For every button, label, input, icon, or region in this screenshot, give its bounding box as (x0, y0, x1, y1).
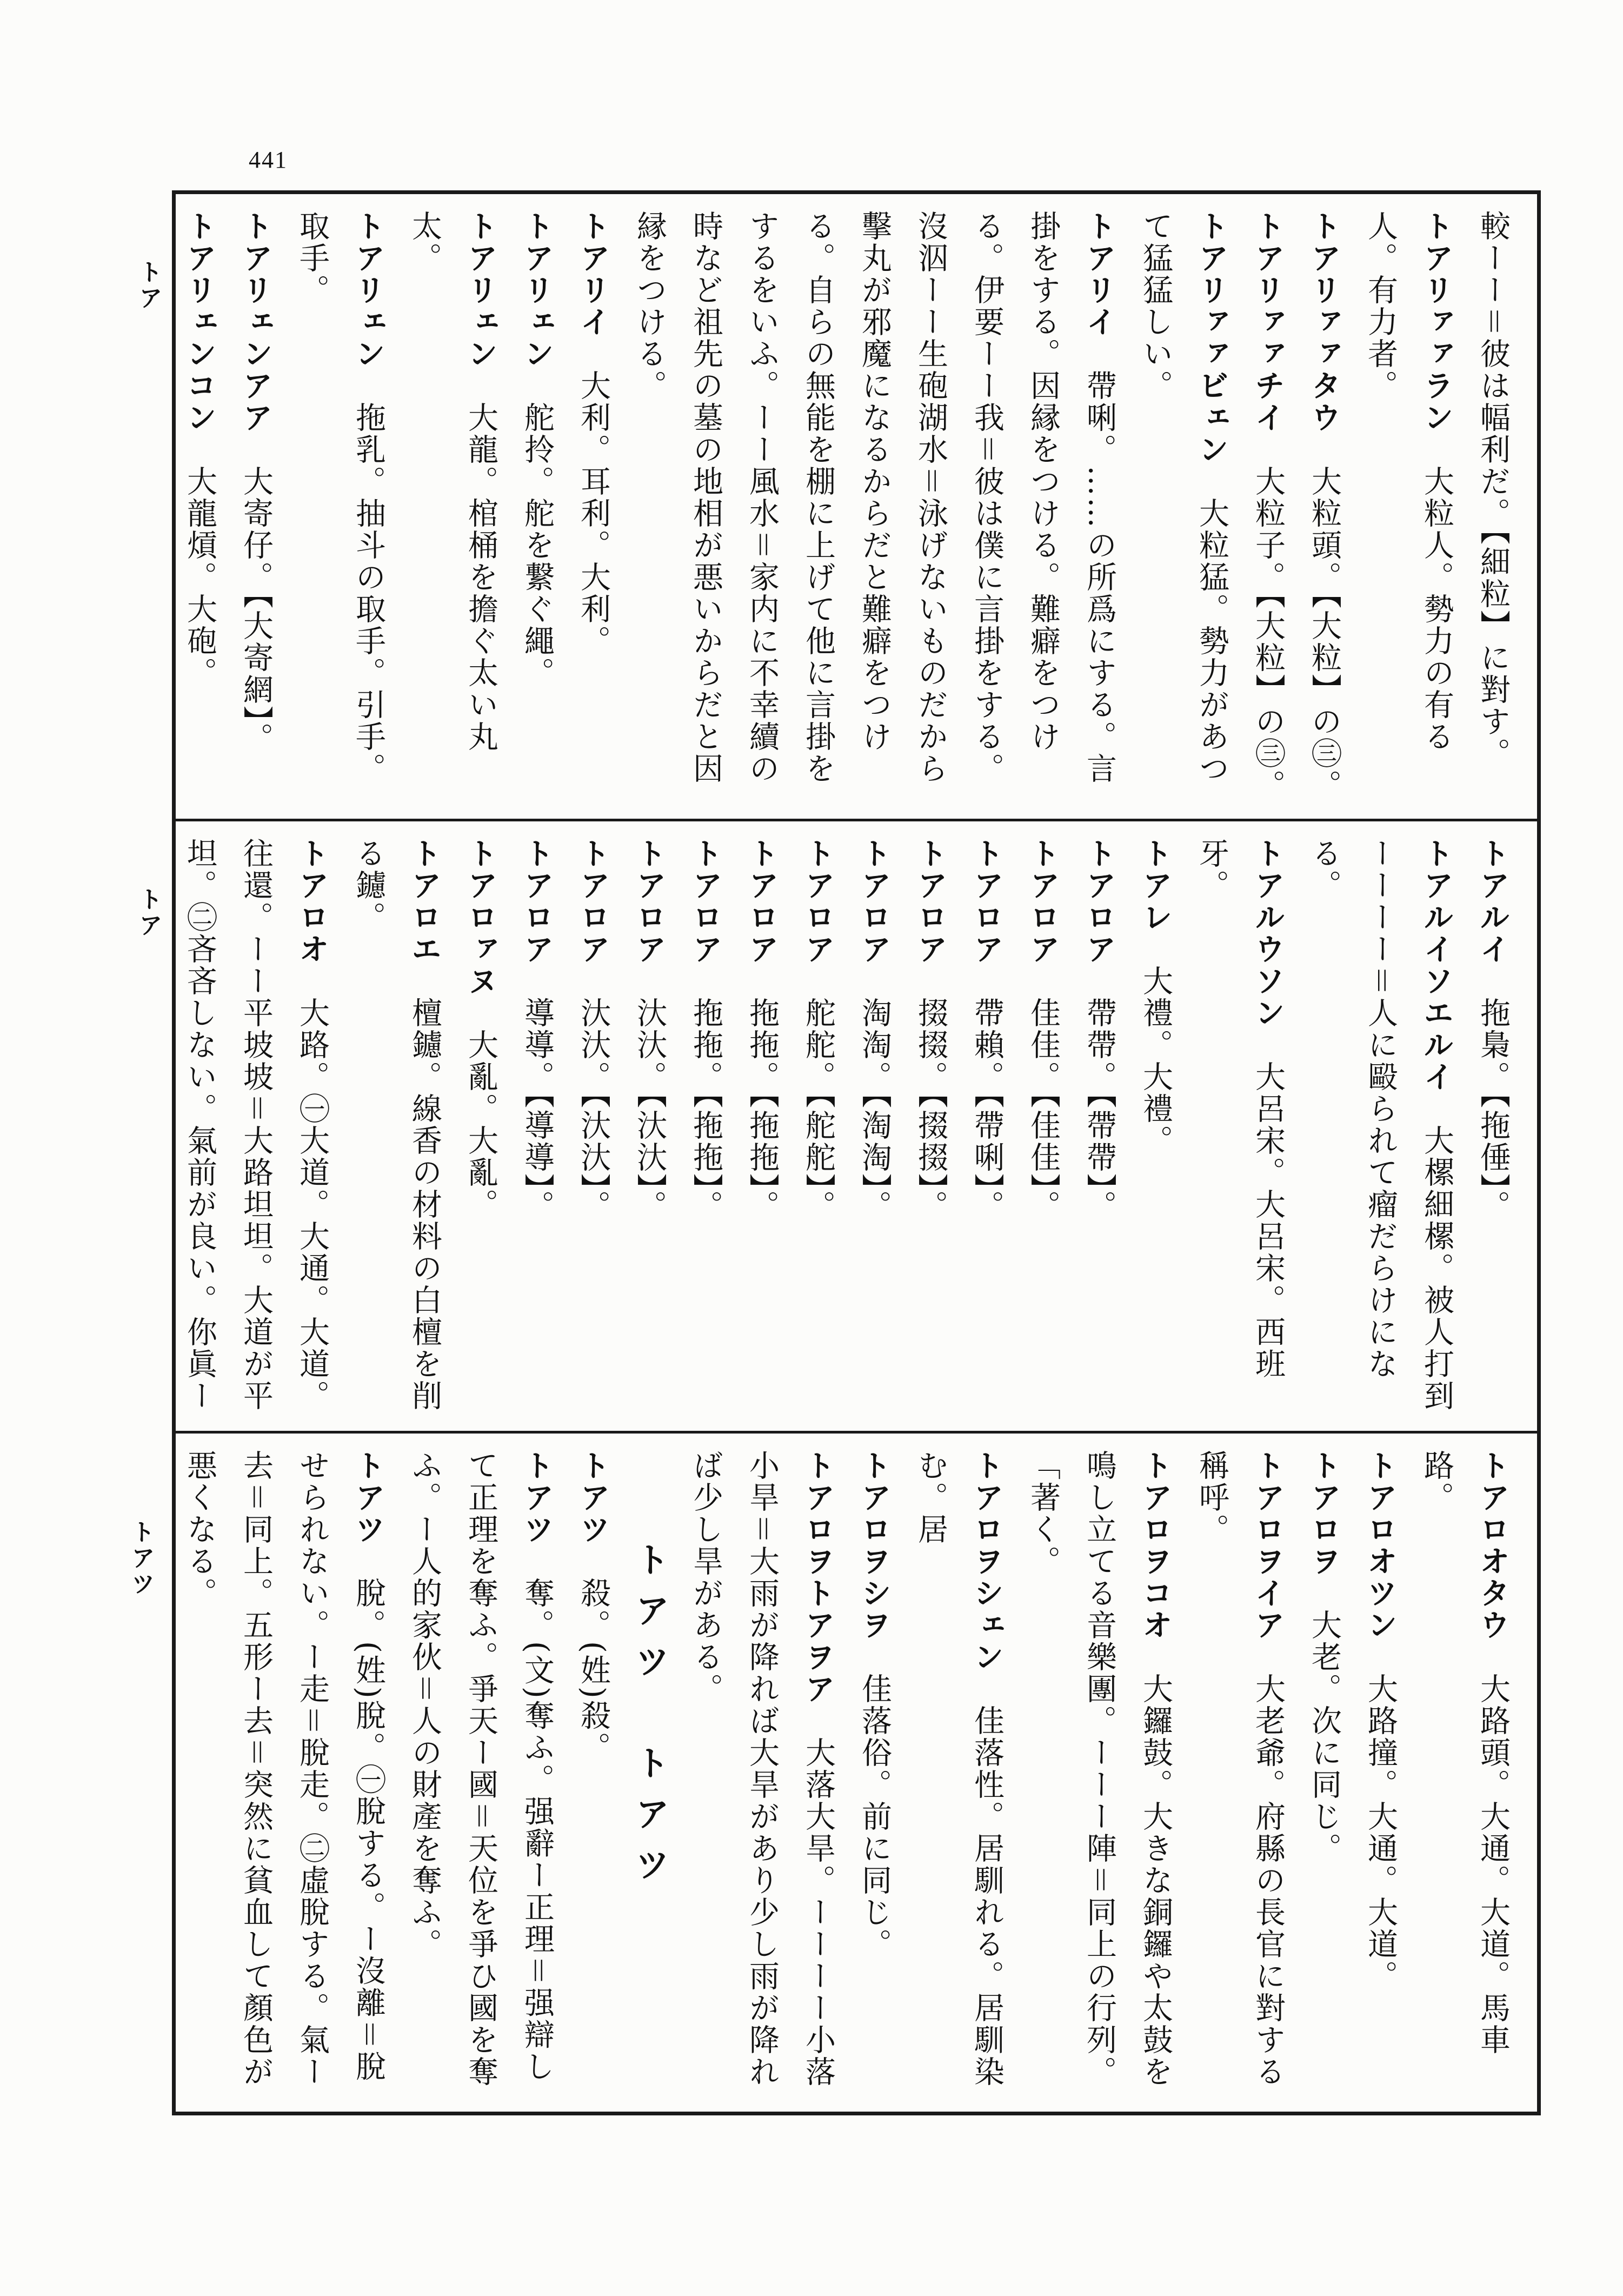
entry-headword: トアロヲシヲ (856, 1450, 892, 1641)
entry-definition: 掇掇。【掇掇】。 (913, 997, 948, 1222)
entry-definition: 大粒頭。【大粒】の㊂。 (1307, 466, 1342, 801)
dictionary-entry (396, 1450, 565, 2101)
entry-headword: トアリァァチイ (1250, 210, 1286, 434)
dictionary-entry (1465, 210, 1521, 808)
entry-definition: 大路。㊀大道。大通。大道。往還。ーー平坡坡＝大路坦坦。大道が平坦。㊁吝吝しない。氣前が良い。你眞ー (182, 838, 330, 1412)
entry-definition: 大樏細樏。被人打到ーーーー＝人に毆られて瘤だらけになる。 (1307, 838, 1454, 1412)
dictionary-entry (565, 838, 621, 1420)
dictionary-entry (846, 838, 902, 1420)
entry-headword: トアリァァラン (1419, 210, 1454, 434)
entry-headword: トアロエ (407, 838, 442, 965)
entry-headword: トアリァァビェン (1194, 210, 1229, 466)
entry-headword: トアリェンコン (182, 210, 217, 434)
dictionary-entry (340, 838, 453, 1420)
entry-column-list (182, 838, 1521, 1420)
entry-headword: トアロア (1025, 838, 1061, 965)
entry-headword: トアリイ (1081, 210, 1117, 338)
entry-definition: 淘淘。【淘淘】。 (857, 997, 892, 1222)
entry-definition: 導導。【導導】。 (520, 997, 555, 1222)
entry-headword: トアロア (575, 838, 611, 965)
entry-headword: トアレ (1138, 838, 1173, 933)
entry-headword: トアルウソン (1250, 838, 1286, 1029)
entry-definition: 帶帶。【帶帶】。 (1082, 997, 1117, 1222)
entry-definition: 大鑼鼓。大きな銅鑼や太鼓を鳴し立てる音樂團。ーーー陣＝同上の行列。「著く。 (1026, 1450, 1173, 2088)
entry-headword: トアロヲシェン (969, 1450, 1005, 1673)
entry-definition: 汏汏。【汏汏】。 (576, 997, 611, 1222)
entry-definition: 大粒子。【大粒】の㊂。 (1250, 466, 1286, 801)
dictionary-entry (509, 838, 565, 1420)
dictionary-entry (1408, 1450, 1521, 2101)
section-tag: トア (135, 887, 162, 939)
entry-definition: 大呂宋。大呂宋。西班牙。 (1194, 838, 1286, 1380)
entry-definition: 大禮。大禮。 (1138, 965, 1173, 1157)
entry-headword: トアリェン (463, 210, 498, 370)
entry-definition: 大寄仔。【大寄網】。 (238, 466, 274, 754)
entry-definition: 拖梟。【拖倕】。 (1475, 997, 1511, 1222)
dictionary-entry (509, 210, 565, 808)
dictionary-entry (1183, 838, 1296, 1420)
dictionary-entry (1352, 210, 1465, 808)
dictionary-entry (1352, 1450, 1408, 2101)
dictionary-entry (902, 838, 959, 1420)
entry-headword: トアロヲイア (1250, 1450, 1286, 1641)
dictionary-entry (284, 210, 396, 808)
dictionary-entry (1127, 838, 1183, 1420)
entry-headword: トアツ (350, 1450, 386, 1545)
entry-definition: 舵拎。舵を繋ぐ繩。 (520, 402, 555, 689)
dictionary-entry (1296, 1450, 1352, 2101)
entry-headword: トアルイ (1475, 838, 1511, 965)
entry-column-list (182, 1450, 1521, 2101)
entry-headword: トアロヲコオ (1138, 1450, 1173, 1641)
dictionary-entry (565, 210, 621, 808)
entry-headword: トアロア (688, 838, 723, 965)
dictionary-entry (396, 210, 509, 808)
dictionary-entry (176, 210, 228, 808)
dictionary-section-middle (176, 821, 1537, 1434)
dictionary-entry (1015, 1450, 1183, 2101)
dictionary-section-bottom (176, 1434, 1537, 2112)
dictionary-entry (959, 838, 1015, 1420)
entry-definition: 帶賴。【帶唎】。 (969, 997, 1005, 1222)
entry-headword: トアロヲトアヲア (800, 1450, 836, 1705)
entry-definition: 大落大旱。ーーーー小落小旱＝大雨が降れば大旱があり少し雨が降れば少し旱がある。 (688, 1450, 836, 2088)
entry-definition: 舵舵。【舵舵】。 (801, 997, 836, 1222)
entry-definition: 佳佳。【佳佳】。 (1026, 997, 1061, 1222)
section-tag: トア (135, 260, 162, 311)
entry-headword: トアロア (856, 838, 892, 965)
entry-definition: 較ーー＝彼は幅利だ。【細粒】に對す。 (1475, 210, 1511, 769)
entry-headword: トアロオタウ (1475, 1450, 1511, 1641)
dictionary-entry (453, 838, 509, 1420)
entry-headword: トアロア (969, 838, 1005, 965)
entry-headword: トアロオツン (1362, 1450, 1398, 1641)
entry-headword: トアロヲ (1306, 1450, 1342, 1577)
entry-definition: 大路撞。大通。大道。 (1363, 1673, 1398, 1992)
dictionary-entry (1240, 210, 1296, 808)
dictionary-entry (565, 1450, 621, 2101)
dictionary-section-top (176, 194, 1537, 821)
entry-headword: トアロァヌ (463, 838, 498, 997)
entry-definition: 汏汏。【汏汏】。 (632, 997, 667, 1222)
dictionary-entry (1015, 838, 1071, 1420)
dictionary-page-frame (172, 190, 1541, 2115)
entry-headword: トアリェンアア (238, 210, 274, 434)
entry-headword: トアリェン (519, 210, 555, 370)
entry-definition: 殺。(姓)殺。 (576, 1577, 611, 1764)
dictionary-entry (621, 838, 677, 1420)
entry-headword: トアリァァタウ (1306, 210, 1342, 434)
section-heading-text: トアツ トアツ (629, 1542, 670, 1897)
entry-definition: 佳落俗。前に同じ。 (857, 1673, 892, 1960)
dictionary-entry (902, 1450, 1015, 2101)
entry-headword: トアツ (575, 1450, 611, 1545)
dictionary-entry (228, 210, 284, 808)
dictionary-entry (176, 1450, 396, 2101)
entry-headword: トアロア (631, 838, 667, 965)
page-number: 441 (249, 147, 288, 173)
entry-definition: 拖拖。【拖拖】。 (688, 997, 723, 1222)
entry-headword: トアツ (519, 1450, 555, 1545)
entry-definition: 大亂。大亂。 (463, 1029, 498, 1220)
entry-definition: 大龍。棺桶を擔ぐ太い丸太。 (407, 210, 498, 753)
dictionary-entry (1071, 838, 1127, 1420)
dictionary-entry (1296, 838, 1465, 1420)
entry-definition: 大老。次に同じ。 (1307, 1609, 1342, 1864)
entry-definition: 大利。耳利。大利。 (576, 370, 611, 657)
entry-definition: 拖拖。【拖拖】。 (744, 997, 780, 1222)
dictionary-entry (176, 838, 340, 1420)
entry-headword: トアリイ (575, 210, 611, 338)
entry-definition: 帶唎。……の所爲にする。言掛をする。因縁をつける。難癖をつける。伊要ーー我＝彼は僕に言掛をする。沒泅ーー生砲湖水＝泳げないものだから擊丸が邪魔になるからだと難癖をつける。自らの無能を棚に上げて他に言掛をするをいふ。ーー風水＝家内に不幸續の時など祖先の墓の地相が悪いからだと因縁をつける。 (632, 210, 1117, 785)
entry-headword: トアロア (913, 838, 948, 965)
dictionary-entry (1296, 210, 1352, 808)
dictionary-entry (1183, 1450, 1296, 2101)
entry-definition: 大粒人。勢力の有る人。有力者。 (1363, 210, 1454, 753)
dictionary-entry (677, 1450, 846, 2101)
dictionary-entry (1465, 838, 1521, 1420)
entry-headword: トアロオ (294, 838, 330, 965)
dictionary-entry (790, 838, 846, 1420)
entry-column-list (182, 210, 1521, 808)
entry-definition: 脫。(姓)脫。㊀脫する。ー沒離＝脫せられない。ー走＝脫走。㊁虛脫する。氣ー去＝同上。五形ー去＝突然に貧血して顏色が悪くなる。 (182, 1450, 386, 2088)
entry-headword: トアロア (1081, 838, 1117, 965)
entry-headword: トアルイソエルイ (1419, 838, 1454, 1093)
entry-definition: 奪。(文)奪ふ。强辭ー正理＝强辯して正理を奪ふ。爭天ー國＝天位を爭ひ國を奪ふ。ー人的家伙＝人の財產を奪ふ。 (407, 1450, 555, 2088)
entry-definition: 大路頭。大通。大道。馬車路。 (1419, 1450, 1511, 2056)
entry-headword: トアリェン (350, 210, 386, 370)
entry-headword: トアロア (744, 838, 780, 965)
entry-definition: 大老爺。府縣の長官に對する稱呼。 (1194, 1450, 1286, 2088)
dictionary-entry (846, 1450, 902, 2101)
entry-definition: 檀鑢。線香の材料の白檀を削る鑢。 (351, 838, 442, 1412)
entry-definition: 大龍熕。大砲。 (182, 466, 217, 689)
section-tag: トアツ (127, 1519, 155, 1597)
dictionary-entry (677, 838, 734, 1420)
entry-definition: 拖乳。抽斗の取手。引手。取手。 (295, 210, 386, 785)
entry-definition: 大粒猛。勢力があつて猛猛しい。 (1138, 210, 1229, 785)
section-heading (621, 1450, 677, 2101)
entry-headword: トアロア (800, 838, 836, 965)
dictionary-entry (621, 210, 1127, 808)
dictionary-entry (734, 838, 790, 1420)
entry-definition: 佳落性。居馴れる。居馴染む。居 (913, 1450, 1005, 2088)
dictionary-entry (1127, 210, 1240, 808)
entry-headword: トアロア (519, 838, 555, 965)
